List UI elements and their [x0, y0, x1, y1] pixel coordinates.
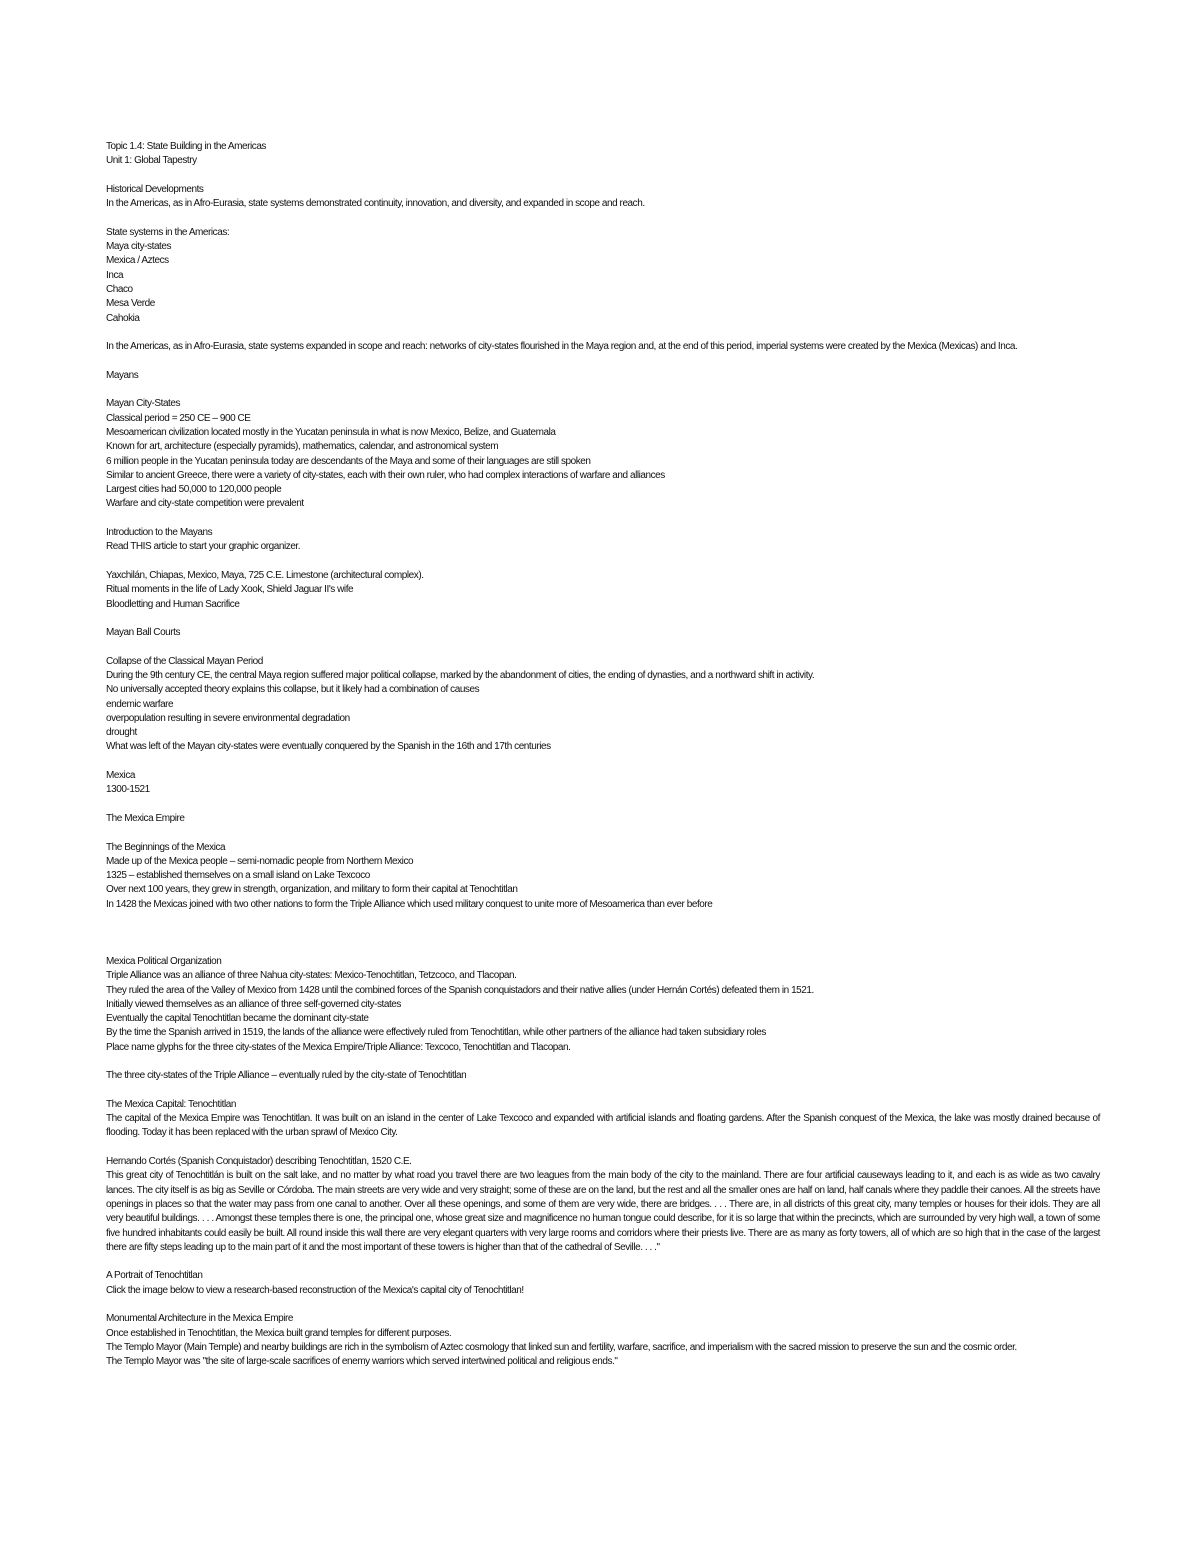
spacer [106, 1255, 1100, 1269]
city-states-line: Known for art, architecture (especially pyramids), mathematics, calendar, and astronomical system [106, 441, 499, 453]
spacer [106, 326, 1100, 340]
historical-heading: Historical Developments [106, 183, 204, 195]
spacer [106, 612, 1100, 626]
political-line: Triple Alliance was an alliance of three Nahua city-states: Mexico-Tenochtitlan, Tetzcoco, and Tlacopan. [106, 970, 517, 982]
collapse-line: endemic warfare [106, 698, 174, 710]
mayans-heading: Mayans [106, 369, 139, 381]
spacer [106, 512, 1100, 526]
mexica-dates: 1300-1521 [106, 784, 150, 796]
systems-item: Inca [106, 269, 124, 281]
yaxchilan-line: Ritual moments in the life of Lady Xook, Shield Jaguar II's wife [106, 584, 354, 596]
collapse-line: No universally accepted theory explains this collapse, but it likely had a combination of causes [106, 684, 480, 696]
spacer [106, 383, 1100, 397]
political-line: They ruled the area of the Valley of Mexico from 1428 until the combined forces of the Spanish conquistadors and their native allies (under Hernán Cortés) defeated them in 1521. [106, 984, 814, 996]
spacer [106, 1298, 1100, 1312]
spacer [106, 169, 1100, 183]
collapse-line: overpopulation resulting in severe environmental degradation [106, 712, 350, 724]
historical-text: In the Americas, as in Afro-Eurasia, state systems demonstrated continuity, innovation, and diversity, and expanded in scope and reach. [106, 198, 645, 210]
three-cities-caption: The three city-states of the Triple Alliance – eventually ruled by the city-state of Tenochtitlan [106, 1070, 467, 1082]
collapse-line: drought [106, 727, 137, 739]
spacer [106, 555, 1100, 569]
portrait-link[interactable]: Click the image below to view a research-based reconstruction of the Mexica's capital city of Tenochtitlan! [106, 1284, 524, 1296]
political-line: Place name glyphs for the three city-states of the Mexica Empire/Triple Alliance: Texcoco, Tenochtitlan and Tlacopan. [106, 1041, 571, 1053]
yaxchilan-line: Yaxchilán, Chiapas, Mexico, Maya, 725 C.E. Limestone (architectural complex). [106, 569, 424, 581]
systems-item: Chaco [106, 283, 133, 295]
mexica-heading: Mexica [106, 770, 135, 782]
spacer [106, 354, 1100, 368]
spacer [106, 798, 1100, 812]
architecture-heading: Monumental Architecture in the Mexica Empire [106, 1313, 293, 1325]
city-states-line: Mesoamerican civilization located mostly in the Yucatan peninsula in what is now Mexico, Belize, and Guatemala [106, 426, 556, 438]
ball-courts-heading: Mayan Ball Courts [106, 627, 181, 639]
systems-item: Mesa Verde [106, 298, 155, 310]
beginnings-line: Made up of the Mexica people – semi-nomadic people from Northern Mexico [106, 855, 414, 867]
city-states-heading: Mayan City-States [106, 398, 181, 410]
systems-item: Mexica / Aztecs [106, 255, 169, 267]
city-states-line: Similar to ancient Greece, there were a variety of city-states, each with their own ruler, who had complex interactions of warfare and alliances [106, 469, 665, 481]
beginnings-line: In 1428 the Mexicas joined with two other nations to form the Triple Alliance which used military conquest to unite more of Mesoamerica than ever before [106, 898, 713, 910]
spacer [106, 1055, 1100, 1069]
city-states-line: 6 million people in the Yucatan peninsula today are descendants of the Maya and some of their languages are still spoken [106, 455, 591, 467]
portrait-heading: A Portrait of Tenochtitlan [106, 1270, 203, 1282]
political-line: Initially viewed themselves as an alliance of three self-governed city-states [106, 998, 401, 1010]
beginnings-heading: The Beginnings of the Mexica [106, 841, 226, 853]
capital-heading: The Mexica Capital: Tenochtitlan [106, 1098, 236, 1110]
city-states-line: Classical period = 250 CE – 900 CE [106, 412, 251, 424]
city-states-line: Largest cities had 50,000 to 120,000 people [106, 484, 282, 496]
spacer [106, 1141, 1100, 1155]
spacer [106, 912, 1100, 955]
spacer [106, 640, 1100, 654]
mayans-intro-link[interactable]: Read THIS article to start your graphic organizer. [106, 541, 301, 553]
yaxchilan-line: Bloodletting and Human Sacrifice [106, 598, 240, 610]
unit-title: Unit 1: Global Tapestry [106, 155, 197, 167]
spacer [106, 1084, 1100, 1098]
collapse-line: During the 9th century CE, the central Maya region suffered major political collapse, marked by the abandonment of cities, the ending of dynasties, and a northward shift in activity. [106, 669, 815, 681]
spacer [106, 755, 1100, 769]
beginnings-line: Over next 100 years, they grew in strength, organization, and military to form their capital at Tenochtitlan [106, 884, 518, 896]
intro-paragraph: In the Americas, as in Afro-Eurasia, state systems expanded in scope and reach: networks of city-states flourished in the Maya region and, at the end of this period, imperial systems were created by the Mexica (Mexicas) and Inca. [106, 341, 1018, 353]
architecture-paragraph: The Templo Mayor (Main Temple) and nearby buildings are rich in the symbolism of Aztec cosmology that linked sun and fertility, warfare, sacrifice, and imperialism with the sacred mission to preserve the sun and the cosmic order. [106, 1341, 1017, 1353]
topic-title: Topic 1.4: State Building in the Americas [106, 141, 266, 152]
systems-item: Cahokia [106, 312, 140, 324]
capital-paragraph: The capital of the Mexica Empire was Tenochtitlan. It was built on an island in the center of Lake Texcoco and expanded with artificial islands and floating gardens. After the Spanish conquest of the Mexica, the lake was mostly drained because of flooding. Today it has been replaced with the urban sprawl of Mexico City. [106, 1113, 1100, 1139]
cortes-heading: Hernando Cortés (Spanish Conquistador) describing Tenochtitlan, 1520 C.E. [106, 1156, 412, 1168]
collapse-heading: Collapse of the Classical Mayan Period [106, 655, 263, 667]
mayans-intro-heading: Introduction to the Mayans [106, 527, 213, 539]
systems-heading: State systems in the Americas: [106, 226, 230, 238]
political-line: By the time the Spanish arrived in 1519, the lands of the alliance were effectively ruled from Tenochtitlan, while other partners of the alliance had taken subsidiary roles [106, 1027, 766, 1039]
political-line: Eventually the capital Tenochtitlan became the dominant city-state [106, 1013, 369, 1025]
spacer [106, 826, 1100, 840]
mexica-empire-heading: The Mexica Empire [106, 812, 185, 824]
architecture-line: The Templo Mayor was "the site of large-scale sacrifices of enemy warriors which served intertwined political and religious ends." [106, 1356, 618, 1368]
beginnings-line: 1325 – established themselves on a small island on Lake Texcoco [106, 870, 370, 882]
political-heading: Mexica Political Organization [106, 955, 222, 967]
collapse-line: What was left of the Mayan city-states were eventually conquered by the Spanish in the 16th and 17th centuries [106, 741, 551, 753]
city-states-line: Warfare and city-state competition were prevalent [106, 498, 304, 510]
document-page [106, 140, 1100, 1370]
systems-item: Maya city-states [106, 241, 172, 253]
spacer [106, 211, 1100, 225]
cortes-quote: This great city of Tenochtitlán is built on the salt lake, and no matter by what road you travel there are two leagues from the main body of the city to the mainland. There are four artificial causeways leading to it, and each is as wide as two cavalry lances. The city itself is as big as Seville or Córdoba. The main streets are very wide and very straight; some of these are on the land, but the rest and all the smaller ones are half on land, half canals where they paddle their canoes. All the streets have openings in places so that the water may pass from one canal to another. Over all these openings, and some of them are very wide, there are bridges. . . . There are, in all districts of this great city, many temples or houses for their idols. They are all very beautiful buildings. . . . Amongst these temples there is one, the principal one, whose great size and magnificence no human tongue could describe, for it is so large that within the precincts, which are surrounded by very high wall, a town of some five hundred inhabitants could easily be built. All round inside this wall there are very elegant quarters with very large rooms and corridors where their priests live. There are as many as forty towers, all of which are so high that in the case of the largest there are fifty steps leading up to the main part of it and the most important of these towers is higher than that of the cathedral of Seville. . . ." [106, 1170, 1100, 1253]
architecture-line: Once established in Tenochtitlan, the Mexica built grand temples for different purposes. [106, 1327, 452, 1339]
